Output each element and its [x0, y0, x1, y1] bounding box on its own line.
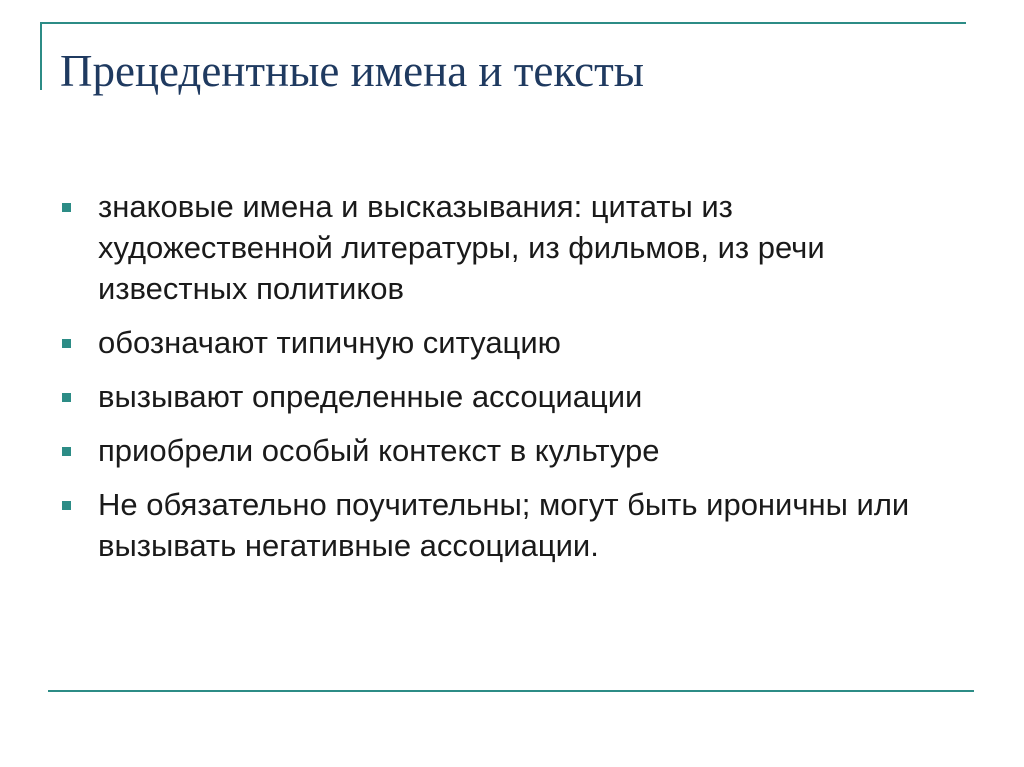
- footer-rule: [48, 690, 974, 692]
- bullet-list: [60, 186, 960, 579]
- title-rule-left: [40, 22, 42, 90]
- bullet-item: [60, 484, 960, 566]
- bullet-item: [60, 322, 960, 363]
- title-rule-top: [40, 22, 966, 24]
- bullet-text: приобрели особый контекст в культуре: [98, 433, 660, 468]
- square-bullet-icon: [62, 203, 71, 212]
- square-bullet-icon: [62, 447, 71, 456]
- bullet-text: Не обязательно поучительны; могут быть ироничны или вызывать негативные ассоциации.: [98, 487, 910, 563]
- slide-title: Прецедентные имена и тексты: [60, 46, 645, 96]
- square-bullet-icon: [62, 501, 71, 510]
- bullet-text: вызывают определенные ассоциации: [98, 379, 643, 414]
- bullet-item: [60, 186, 960, 309]
- bullet-item: [60, 376, 960, 417]
- square-bullet-icon: [62, 393, 71, 402]
- bullet-text: знаковые имена и высказывания: цитаты из художественной литературы, из фильмов, из речи известных политиков: [98, 189, 825, 306]
- bullet-text: обозначают типичную ситуацию: [98, 325, 561, 360]
- bullet-item: [60, 430, 960, 471]
- square-bullet-icon: [62, 339, 71, 348]
